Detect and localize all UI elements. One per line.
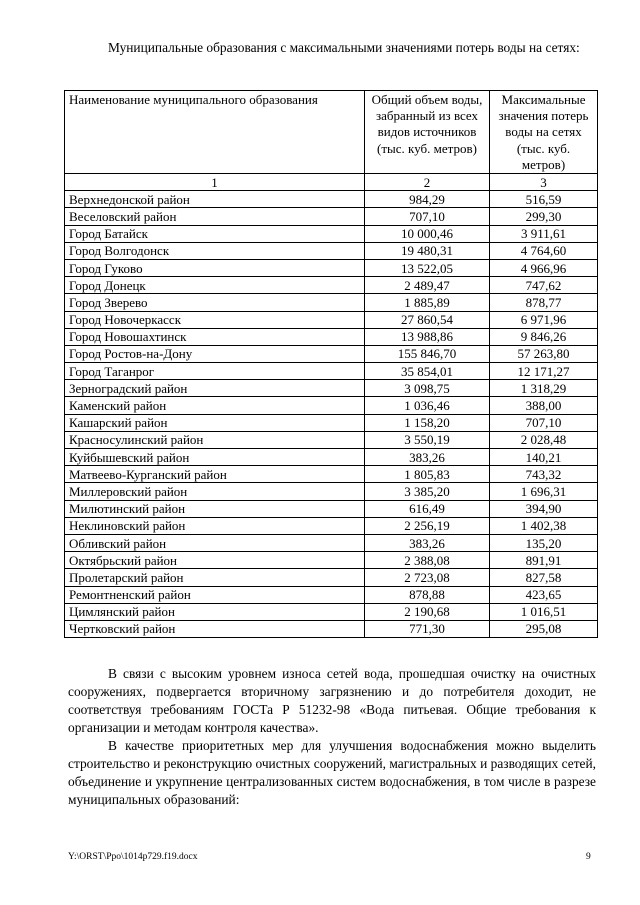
municipality-name: Город Гуково (65, 259, 365, 276)
table-row (65, 225, 598, 242)
total-volume-cell: 1 158,20 (365, 414, 490, 431)
total-volume-cell: 155 846,70 (365, 345, 490, 362)
table-body (65, 174, 598, 638)
municipality-name: Октябрьский район (65, 552, 365, 569)
table-row (65, 277, 598, 294)
municipality-name: Город Батайск (65, 225, 365, 242)
max-losses-cell: 4 966,96 (490, 259, 598, 276)
table-index-row (65, 174, 598, 191)
municipality-name: Кашарский район (65, 414, 365, 431)
table-row (65, 500, 598, 517)
municipality-name: Город Донецк (65, 277, 365, 294)
table-row (65, 414, 598, 431)
total-volume-cell: 10 000,46 (365, 225, 490, 242)
municipality-name: Обливский район (65, 534, 365, 551)
header-total-volume: Общий объем воды, забранный из всех видов источников (тыс. куб. метров) (365, 91, 490, 174)
total-volume-cell: 19 480,31 (365, 242, 490, 259)
table-row (65, 294, 598, 311)
total-volume-cell: 1 805,83 (365, 466, 490, 483)
table-row (65, 208, 598, 225)
table-row (65, 259, 598, 276)
table-row (65, 345, 598, 362)
municipality-name: Цимлянский район (65, 603, 365, 620)
intro-paragraph: Муниципальные образования с максимальными значениями потерь воды на сетях: (108, 40, 580, 55)
total-volume-cell: 707,10 (365, 208, 490, 225)
max-losses-cell: 707,10 (490, 414, 598, 431)
table-row (65, 311, 598, 328)
table-row (65, 431, 598, 448)
municipality-name: Зерноградский район (65, 380, 365, 397)
index-cell: 3 (490, 174, 598, 191)
total-volume-cell: 13 522,05 (365, 259, 490, 276)
total-volume-cell: 2 190,68 (365, 603, 490, 620)
table-row (65, 517, 598, 534)
max-losses-cell: 1 696,31 (490, 483, 598, 500)
max-losses-cell: 743,32 (490, 466, 598, 483)
max-losses-cell: 747,62 (490, 277, 598, 294)
max-losses-cell: 1 016,51 (490, 603, 598, 620)
municipality-name: Пролетарский район (65, 569, 365, 586)
table-row (65, 328, 598, 345)
municipality-name: Миллеровский район (65, 483, 365, 500)
max-losses-cell: 423,65 (490, 586, 598, 603)
total-volume-cell: 616,49 (365, 500, 490, 517)
max-losses-cell: 12 171,27 (490, 363, 598, 380)
municipality-name: Ремонтненский район (65, 586, 365, 603)
municipality-name: Красносулинский район (65, 431, 365, 448)
max-losses-cell: 57 263,80 (490, 345, 598, 362)
total-volume-cell: 1 036,46 (365, 397, 490, 414)
max-losses-cell: 140,21 (490, 449, 598, 466)
total-volume-cell: 27 860,54 (365, 311, 490, 328)
total-volume-cell: 2 723,08 (365, 569, 490, 586)
total-volume-cell: 383,26 (365, 534, 490, 551)
table-row (65, 534, 598, 551)
table-row (65, 380, 598, 397)
total-volume-cell: 13 988,86 (365, 328, 490, 345)
municipality-name: Город Таганрог (65, 363, 365, 380)
table-row (65, 242, 598, 259)
footer-file-path: Y:\ORST\Ppo\1014p729.f19.docx (68, 852, 198, 862)
max-losses-cell: 394,90 (490, 500, 598, 517)
municipality-name: Верхнедонской район (65, 191, 365, 208)
table-row (65, 552, 598, 569)
municipality-name: Город Зверево (65, 294, 365, 311)
municipality-name: Неклиновский район (65, 517, 365, 534)
max-losses-cell: 2 028,48 (490, 431, 598, 448)
footer-page-number: 9 (586, 852, 591, 862)
index-cell: 2 (365, 174, 490, 191)
max-losses-cell: 6 971,96 (490, 311, 598, 328)
total-volume-cell: 383,26 (365, 449, 490, 466)
max-losses-cell: 299,30 (490, 208, 598, 225)
table-row (65, 191, 598, 208)
municipality-name: Чертковский район (65, 620, 365, 637)
table-row (65, 466, 598, 483)
municipality-name: Город Новочеркасск (65, 311, 365, 328)
table-row (65, 449, 598, 466)
municipality-name: Город Волгодонск (65, 242, 365, 259)
municipality-name: Город Ростов-на-Дону (65, 345, 365, 362)
max-losses-cell: 135,20 (490, 534, 598, 551)
body-paragraph-1: В связи с высоким уровнем износа сетей вода, прошедшая очистку на очистных сооружениях, подвергается вторичному загрязнению и до потребителя доходит, не соответствуя требованиям ГОСТа Р 51232-98 «Вода питьевая. Общие требования к организации и методам контроля качества». (68, 666, 596, 735)
max-losses-cell: 295,08 (490, 620, 598, 637)
max-losses-cell: 3 911,61 (490, 225, 598, 242)
table-row (65, 397, 598, 414)
total-volume-cell: 2 388,08 (365, 552, 490, 569)
max-losses-cell: 388,00 (490, 397, 598, 414)
total-volume-cell: 878,88 (365, 586, 490, 603)
max-losses-cell: 1 402,38 (490, 517, 598, 534)
max-losses-cell: 9 846,26 (490, 328, 598, 345)
max-losses-cell: 1 318,29 (490, 380, 598, 397)
total-volume-cell: 2 489,47 (365, 277, 490, 294)
table-row (65, 620, 598, 637)
total-volume-cell: 771,30 (365, 620, 490, 637)
municipality-name: Милютинский район (65, 500, 365, 517)
max-losses-cell: 891,91 (490, 552, 598, 569)
header-max-losses: Максимальные значения потерь воды на сетях (тыс. куб. метров) (490, 91, 598, 174)
total-volume-cell: 984,29 (365, 191, 490, 208)
table-header-row (65, 91, 598, 174)
table-row (65, 483, 598, 500)
municipality-name: Каменский район (65, 397, 365, 414)
municipality-name: Город Новошахтинск (65, 328, 365, 345)
total-volume-cell: 35 854,01 (365, 363, 490, 380)
max-losses-cell: 878,77 (490, 294, 598, 311)
index-cell: 1 (65, 174, 365, 191)
table-row (65, 586, 598, 603)
total-volume-cell: 2 256,19 (365, 517, 490, 534)
water-losses-table (64, 90, 598, 638)
max-losses-cell: 827,58 (490, 569, 598, 586)
table-row (65, 363, 598, 380)
total-volume-cell: 1 885,89 (365, 294, 490, 311)
total-volume-cell: 3 098,75 (365, 380, 490, 397)
max-losses-cell: 4 764,60 (490, 242, 598, 259)
table-row (65, 603, 598, 620)
municipality-name: Веселовский район (65, 208, 365, 225)
table-row (65, 569, 598, 586)
body-paragraph-2: В качестве приоритетных мер для улучшения водоснабжения можно выделить строительство и реконструкцию очистных сооружений, магистральных и разводящих сетей, объединение и укрупнение централизованных систем водоснабжения, в том числе в разрезе муниципальных образований: (68, 738, 596, 807)
max-losses-cell: 516,59 (490, 191, 598, 208)
municipality-name: Куйбышевский район (65, 449, 365, 466)
total-volume-cell: 3 385,20 (365, 483, 490, 500)
total-volume-cell: 3 550,19 (365, 431, 490, 448)
municipality-name: Матвеево-Курганский район (65, 466, 365, 483)
header-municipality: Наименование муниципального образования (65, 91, 365, 174)
